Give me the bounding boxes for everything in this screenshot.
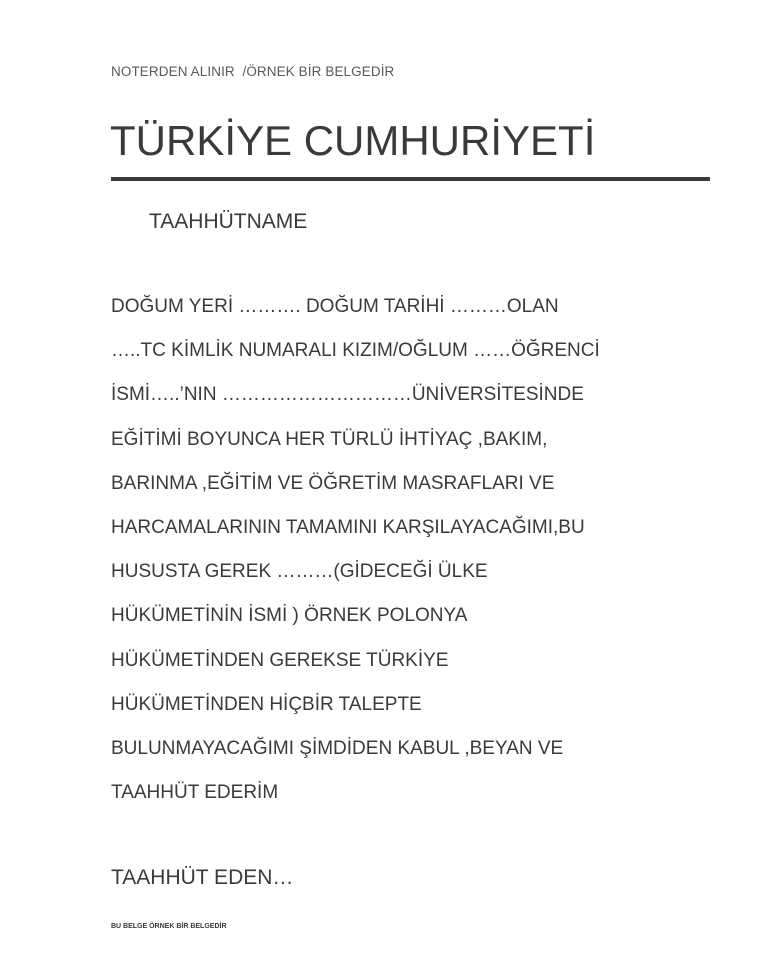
body-line: EĞİTİMİ BOYUNCA HER TÜRLÜ İHTİYAÇ ,BAKIM, xyxy=(111,428,548,450)
footer-note: BU BELGE ÖRNEK BİR BELGEDİR xyxy=(111,923,227,930)
page-title: TÜRKİYE CUMHURİYETİ xyxy=(110,117,596,164)
header-note: NOTERDEN ALINIR /ÖRNEK BİR BELGEDİR xyxy=(111,64,395,79)
body-line: …..TC KİMLİK NUMARALI KIZIM/OĞLUM ……ÖĞRENCİ xyxy=(111,340,600,362)
body-line: BULUNMAYACAĞIMI ŞİMDİDEN KABUL ,BEYAN VE xyxy=(111,737,564,759)
body-line: HÜKÜMETİNDEN HİÇBİR TALEPTE xyxy=(111,693,422,715)
body-line: BARINMA ,EĞİTİM VE ÖĞRETİM MASRAFLARI VE xyxy=(111,472,555,494)
body-line: HARCAMALARININ TAMAMINI KARŞILAYACAĞIMI,BU xyxy=(111,516,585,538)
body-line: DOĞUM YERİ ………. DOĞUM TARİHİ ………OLAN xyxy=(111,296,559,317)
body-line: HÜKÜMETİNİN İSMİ ) ÖRNEK POLONYA xyxy=(111,605,468,627)
body-line: HUSUSTA GEREK ………(GİDECEĞİ ÜLKE xyxy=(111,561,488,583)
body-line: HÜKÜMETİNDEN GEREKSE TÜRKİYE xyxy=(111,649,449,671)
body-line: İSMİ…..’NIN …………………………ÜNİVERSİTESİNDE xyxy=(111,384,584,406)
document-heading: TAAHHÜTNAME xyxy=(149,210,308,233)
document-body xyxy=(111,290,671,820)
signature-line: TAAHHÜT EDEN… xyxy=(111,866,294,889)
body-line: TAAHHÜT EDERİM xyxy=(111,782,279,804)
title-divider xyxy=(111,177,710,181)
